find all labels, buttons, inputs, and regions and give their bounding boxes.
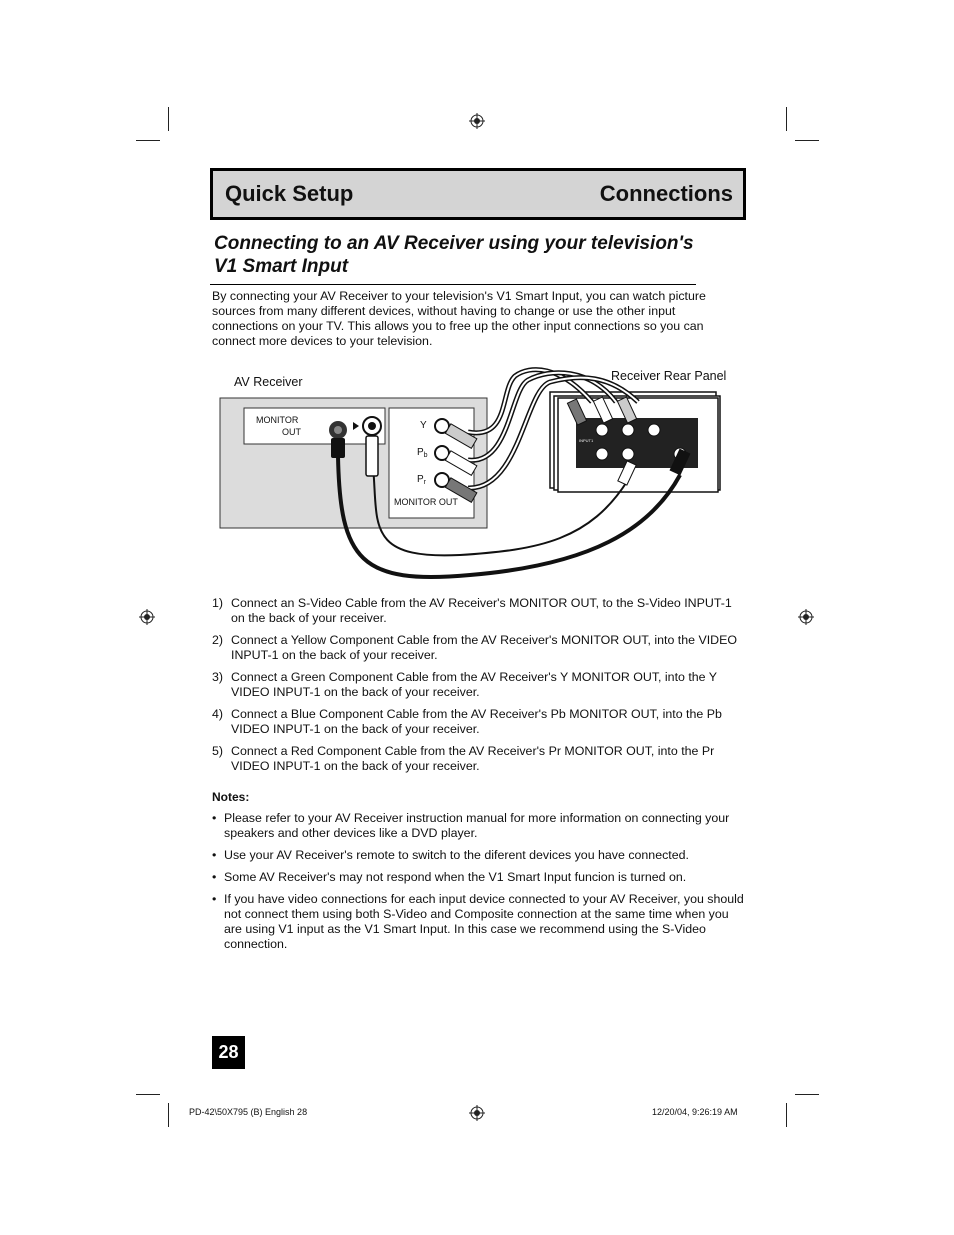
title-divider (210, 284, 696, 285)
list-item (212, 633, 744, 663)
step-text: Connect a Green Component Cable from the AV Receiver's Y MONITOR OUT, into the Y VIDEO INPUT-1 on the back of your receiver. (231, 670, 717, 699)
composite-plug (366, 436, 378, 476)
crop-mark (168, 1103, 169, 1127)
port-y-label: Y (420, 420, 427, 431)
intro-paragraph: By connecting your AV Receiver to your television's V1 Smart Input, you can watch picture sources from many different devices, without having to change or use the other input connections on your TV. This allows you to free up the other input connections so you can connect more devices to your television. (212, 289, 706, 348)
composite-port (368, 422, 376, 430)
note-text: If you have video connections for each input device connected to your AV Receiver, you should not connect them using both S-Video and Composite connection at the same time when you are using V1 input as the V1 Smart Input. In this case we recommend using the S-Video connection. (224, 892, 744, 951)
notes-heading: Notes: (212, 790, 250, 804)
page-header (210, 168, 746, 220)
step-text: Connect an S-Video Cable from the AV Receiver's MONITOR OUT, to the S-Video INPUT-1 on the back of your receiver. (231, 596, 732, 625)
step-text: Connect a Red Component Cable from the AV Receiver's Pr MONITOR OUT, into the Pr VIDEO INPUT-1 on the back of your receiver. (231, 744, 715, 773)
header-chapter-title: Connections (599, 181, 733, 206)
registration-mark-icon (798, 609, 814, 625)
bullet-icon: • (212, 870, 217, 884)
list-item (212, 870, 744, 885)
monitor-out-text: MONITOR (256, 415, 299, 425)
list-item (212, 892, 744, 952)
footer-timestamp: 12/20/04, 9:26:19 AM (652, 1107, 738, 1117)
panel-port (622, 424, 634, 436)
crop-mark (168, 107, 169, 131)
page-number: 28 (212, 1036, 245, 1069)
step-number: 3) (212, 670, 224, 684)
section-title: Connecting to an AV Receiver using your television's V1 Smart Input (214, 233, 694, 277)
registration-mark-icon (139, 609, 155, 625)
panel-input-label: INPUT1 (579, 438, 594, 443)
bullet-icon: • (212, 811, 217, 825)
crop-mark (795, 140, 819, 141)
port-pb-label: $P_b$ (417, 447, 428, 459)
list-item (212, 707, 744, 737)
svideo-plug (331, 438, 345, 458)
rear-panel-label: Receiver Rear Panel (611, 369, 727, 383)
list-item (212, 848, 744, 863)
steps-list (212, 596, 744, 781)
av-receiver-label: AV Receiver (234, 375, 303, 389)
list-item (212, 596, 744, 626)
note-text: Please refer to your AV Receiver instruction manual for more information on connecting your speakers and other devices like a DVD player. (224, 811, 730, 840)
step-number: 2) (212, 633, 224, 647)
list-item (212, 811, 744, 841)
panel-port (596, 448, 608, 460)
notes-list (212, 811, 744, 959)
panel-port (596, 424, 608, 436)
svideo-port (334, 426, 342, 434)
crop-mark (136, 140, 160, 141)
header-section-title: Quick Setup (225, 181, 354, 206)
component-monitor-out-label: MONITOR OUT (394, 497, 458, 507)
note-text: Use your AV Receiver's remote to switch to the diferent devices you have connected. (224, 848, 689, 862)
connection-diagram (210, 360, 740, 590)
list-item (212, 670, 744, 700)
panel-port (622, 448, 634, 460)
list-item (212, 744, 744, 774)
step-text: Connect a Blue Component Cable from the AV Receiver's Pb MONITOR OUT, into the Pb VIDEO INPUT-1 on the back of your receiver. (231, 707, 722, 736)
crop-mark (786, 107, 787, 131)
registration-mark-icon (469, 113, 485, 129)
step-number: 5) (212, 744, 224, 758)
step-number: 4) (212, 707, 224, 721)
bullet-icon: • (212, 848, 217, 862)
port-pr-label: $P_r$ (417, 474, 427, 486)
step-number: 1) (212, 596, 224, 610)
footer-file-info: PD-42\50X795 (B) English 28 (189, 1107, 308, 1117)
bullet-icon: • (212, 892, 217, 906)
crop-mark (136, 1094, 160, 1095)
note-text: Some AV Receiver's may not respond when the V1 Smart Input funcion is turned on. (224, 870, 687, 884)
panel-port (648, 424, 660, 436)
monitor-out-text: OUT (282, 427, 301, 437)
registration-mark-icon (469, 1105, 485, 1121)
step-text: Connect a Yellow Component Cable from the AV Receiver's MONITOR OUT, into the VIDEO INPUT-1 on the back of your receiver. (231, 633, 738, 662)
crop-mark (795, 1094, 819, 1095)
crop-mark (786, 1103, 787, 1127)
